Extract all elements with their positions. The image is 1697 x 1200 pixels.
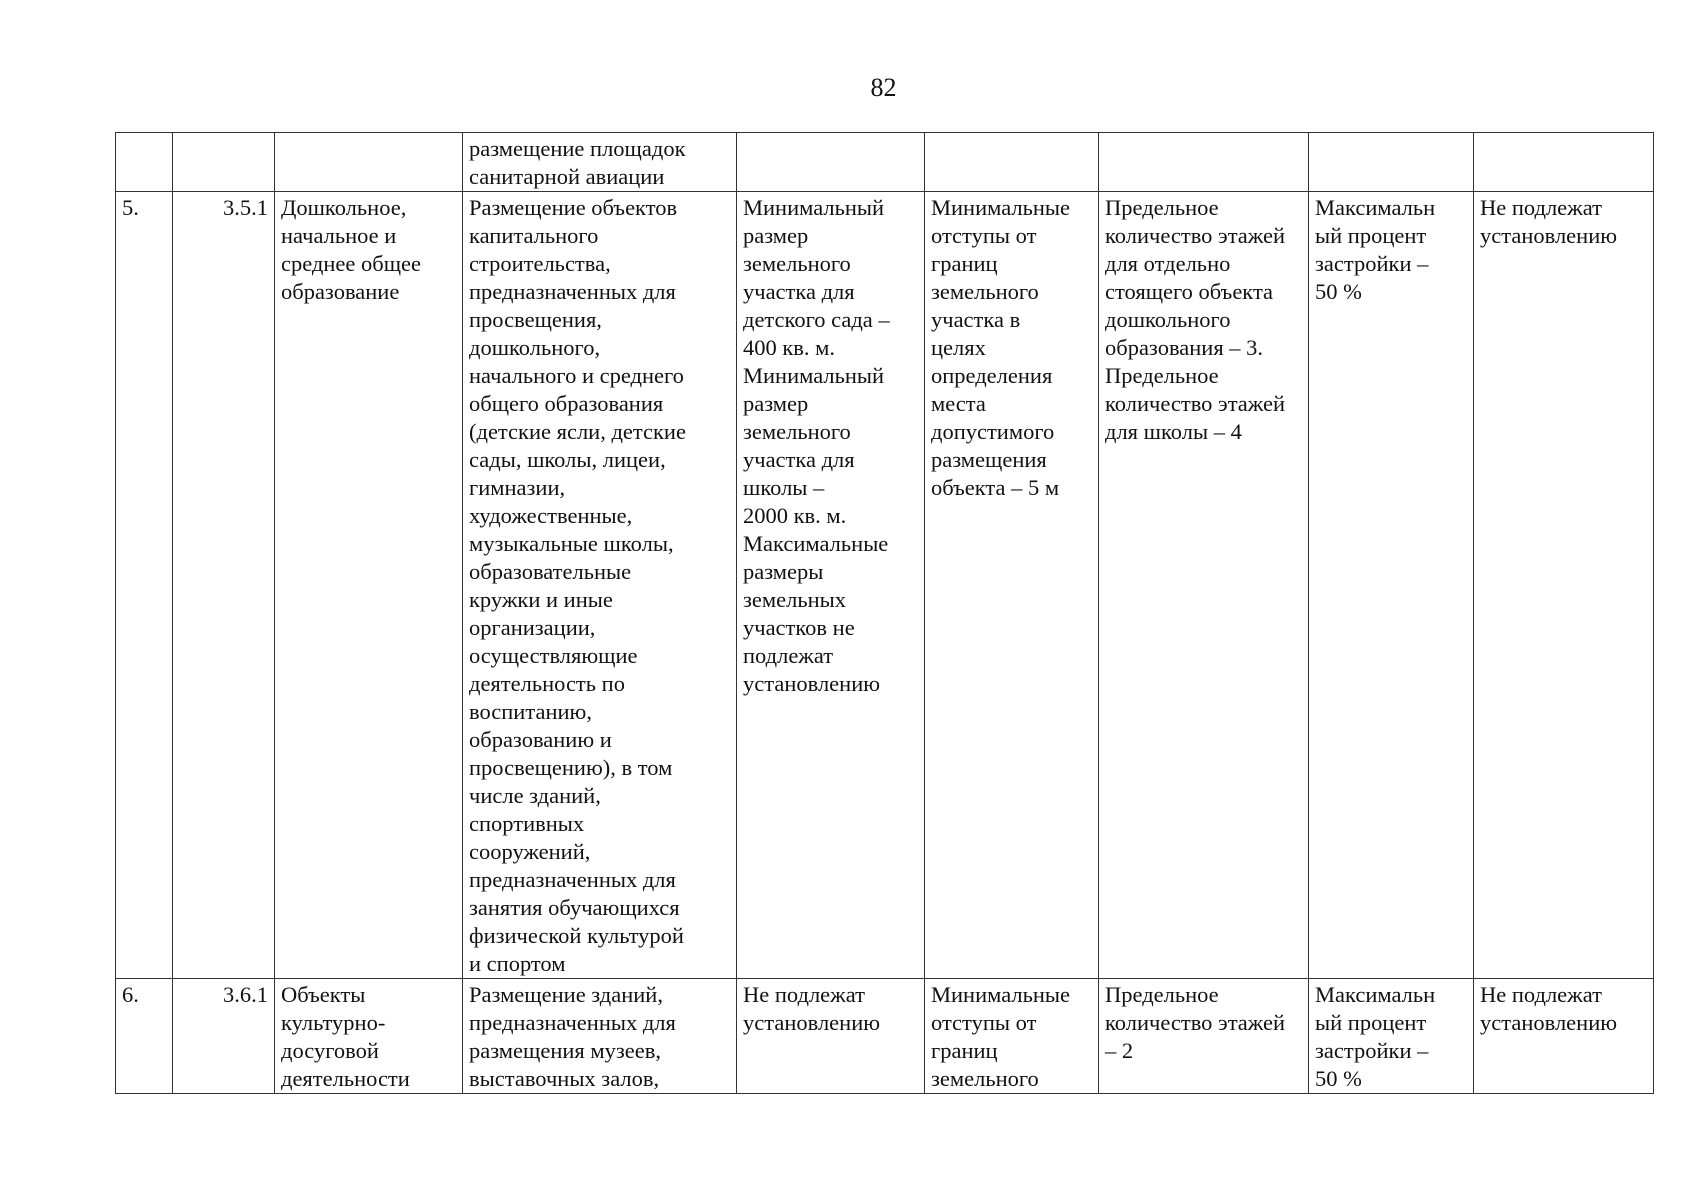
table-row	[116, 192, 1654, 979]
other-text: Не подлежат установлению	[1480, 982, 1618, 1035]
building-percent-cell	[1309, 192, 1474, 979]
description-cell	[463, 192, 737, 979]
use-description: размещение площадок санитарной авиации	[469, 136, 686, 189]
building-percent-cell	[1309, 979, 1474, 1094]
land-size-cell	[737, 192, 925, 979]
row-number: 6.	[122, 982, 139, 1007]
code-cell	[173, 133, 275, 192]
land-size-cell	[737, 979, 925, 1094]
name-cell	[275, 133, 463, 192]
table-row	[116, 979, 1654, 1094]
building-percent-text: Максимальн ый процент застройки – 50 %	[1315, 195, 1436, 304]
row-number-cell	[116, 979, 173, 1094]
floors-cell	[1099, 133, 1309, 192]
use-description: Размещение зданий, предназначенных для размещения музеев, выставочных залов,	[469, 982, 676, 1091]
use-code: 3.5.1	[223, 195, 268, 220]
use-description: Размещение объектов капитального строительства, предназначенных для просвещения, дошкольного, начального и среднего общего образования (детские ясли, детские сады, школы, лицеи, гимназии, художественные, музыкальные школы, образовательные кружки и иные организации, осуществляющие деятельность по воспитанию, образованию и просвещению), в том числе зданий, спортивных сооружений, предназначенных для занятия обучающихся физической культурой и спортом	[469, 195, 686, 976]
code-cell	[173, 192, 275, 979]
setbacks-text: Минимальные отступы от границ земельного	[931, 982, 1071, 1091]
setbacks-cell	[925, 192, 1099, 979]
page-number: 82	[870, 73, 897, 102]
setbacks-text: Минимальные отступы от границ земельного участка в целях определения места допустимого размещения объекта – 5 м	[931, 195, 1071, 500]
floors-text: Предельное количество этажей для отдельно стоящего объекта дошкольного образования – 3. Предельное количество этажей для школы – 4	[1105, 195, 1286, 444]
floors-cell	[1099, 979, 1309, 1094]
use-name: Объекты культурно- досуговой деятельности	[281, 982, 410, 1091]
setbacks-cell	[925, 979, 1099, 1094]
other-cell	[1474, 133, 1654, 192]
other-cell	[1474, 979, 1654, 1094]
code-cell	[173, 979, 275, 1094]
floors-text: Предельное количество этажей – 2	[1105, 982, 1286, 1063]
zoning-table	[115, 132, 1654, 1094]
land-size-cell	[737, 133, 925, 192]
land-size-text: Минимальный размер земельного участка для детского сада – 400 кв. м. Минимальный размер земельного участка для школы – 2000 кв. м. Максимальные размеры земельных участков не подлежат установлению	[743, 195, 890, 696]
other-text: Не подлежат установлению	[1480, 195, 1618, 248]
building-percent-text: Максимальн ый процент застройки – 50 %	[1315, 982, 1436, 1091]
row-number-cell	[116, 192, 173, 979]
other-cell	[1474, 192, 1654, 979]
building-percent-cell	[1309, 133, 1474, 192]
use-name: Дошкольное, начальное и среднее общее образование	[281, 195, 422, 304]
table-row	[116, 133, 1654, 192]
name-cell	[275, 979, 463, 1094]
setbacks-cell	[925, 133, 1099, 192]
floors-cell	[1099, 192, 1309, 979]
description-cell	[463, 979, 737, 1094]
row-number: 5.	[122, 195, 139, 220]
land-size-text: Не подлежат установлению	[743, 982, 881, 1035]
use-code: 3.6.1	[223, 982, 268, 1007]
row-number-cell	[116, 133, 173, 192]
description-cell	[463, 133, 737, 192]
name-cell	[275, 192, 463, 979]
